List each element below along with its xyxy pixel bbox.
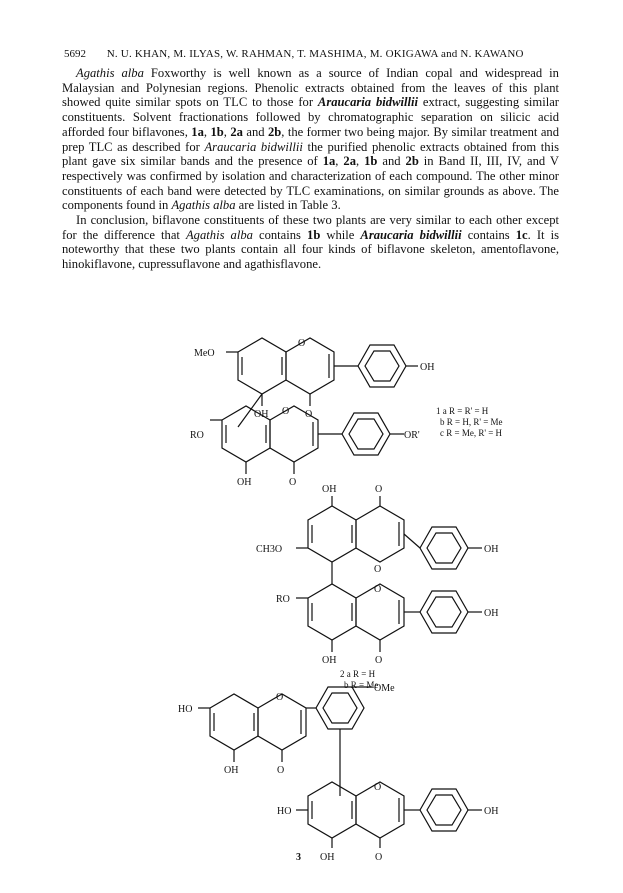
- hydroxyl-label: OH: [254, 409, 269, 420]
- hydroxyl-label: HO: [178, 704, 193, 715]
- species-name: Araucaria bidwillii: [204, 139, 303, 154]
- compound-number: 3: [296, 852, 301, 863]
- text-run: Foxworthy is well known as a source of Indian copal and widespread in Malaysian and Polynesian regions. Phenolic extracts obtained from the leaves of this plant showed quite similar spots on TLC to those for: [62, 66, 559, 110]
- compound-ref: 2a: [343, 154, 356, 169]
- hydroxyl-label: OH: [484, 608, 499, 619]
- carbonyl-label: O: [305, 409, 313, 420]
- structure-1-labels: [190, 338, 503, 488]
- ring-oxygen-label: O: [374, 782, 382, 793]
- carbonyl-label: O: [375, 484, 383, 495]
- text-run: contains: [461, 227, 516, 242]
- author-line: N. U. KHAN, M. ILYAS, W. RAHMAN, T. MASHIMA, M. OKIGAWA and N. KAWANO: [106, 48, 524, 60]
- carbonyl-label: O: [277, 765, 285, 776]
- structure-3-labels: [178, 683, 498, 863]
- structure-legend: 1 a R = R' = H: [436, 406, 489, 416]
- structure-legend: 2 a R = H: [340, 669, 376, 679]
- compound-ref: 1a: [191, 124, 204, 139]
- methoxy-label: OMe: [374, 683, 395, 694]
- text-run: in Band II, III, IV, and V respectively was confirmed by isolation and characterization of each compound. The other minor constituents of each band were detected by TLC examinations, on similar grounds as above. The components found in: [62, 154, 560, 213]
- compound-ref: 2b: [405, 154, 419, 169]
- hydroxyl-label: OH: [320, 852, 335, 863]
- structure-3: [198, 687, 482, 848]
- hydroxyl-label: OH: [322, 484, 337, 495]
- species-name: Agathis alba: [171, 198, 236, 213]
- structure-legend: b R = Me: [344, 680, 379, 690]
- structure-1: [210, 338, 418, 474]
- alkoxy-label: RO: [190, 430, 204, 441]
- structure-2-labels: [256, 484, 498, 690]
- compound-ref: 2b: [267, 124, 282, 139]
- text-run: . It is noteworthy that these two plants contain all four kinds of biflavone skeleton, amentoflavone, hinokiflavone, cupressuflavone and agathisflavone.: [62, 227, 559, 272]
- structure-legend: b R = H, R' = Me: [440, 417, 503, 427]
- hydroxyl-label: OH: [420, 362, 435, 373]
- ring-oxygen-label: O: [374, 564, 382, 575]
- compound-ref: 1c: [515, 227, 528, 242]
- hydroxyl-label: OH: [484, 806, 499, 817]
- text-run: contains: [252, 227, 308, 242]
- hydroxyl-label: HO: [277, 806, 292, 817]
- hydroxyl-label: OH: [237, 477, 252, 488]
- compound-ref: 1a: [322, 154, 336, 169]
- species-name: Araucaria bidwillii: [317, 95, 419, 110]
- text-run: In conclusion, biflavone constituents of these two plants are very similar to each other except for the difference that: [62, 213, 559, 242]
- methoxy-label: CH3O: [256, 544, 283, 555]
- ring-oxygen-label: O: [374, 584, 382, 595]
- carbonyl-label: O: [375, 852, 383, 863]
- compound-ref: 1b: [307, 227, 321, 242]
- alkoxy-label: RO: [276, 594, 290, 605]
- ring-oxygen-label: O: [282, 406, 290, 417]
- carbonyl-label: O: [289, 477, 297, 488]
- hydroxyl-label: OH: [322, 655, 337, 666]
- page-number: 5692: [64, 48, 86, 60]
- text-run: extract, suggesting similar constituents. Solvent fractionations followed by chromatographic separation on silicic acid afforded four biflavones,: [62, 95, 559, 139]
- ring-oxygen-label: O: [276, 692, 284, 703]
- alkoxy-label: OR': [404, 430, 420, 441]
- text-run: are listed in Table 3.: [235, 198, 341, 213]
- species-name: Agathis alba: [185, 227, 253, 242]
- hydroxyl-label: OH: [224, 765, 239, 776]
- compound-ref: 1b: [210, 124, 224, 139]
- text-run: , the former two being major. By similar treatment and prep TLC as described for: [62, 124, 560, 154]
- compound-ref: 2a: [230, 124, 243, 139]
- carbonyl-label: O: [375, 655, 383, 666]
- paragraph-1: Agathis alba Foxworthy is well known as a source of Indian copal and widespread in Malaysian and Polynesian regions. Phenolic extracts obtained from the leaves of this plant showed quite similar spots on TLC to those for Araucaria bidwillii extract, suggesting similar constituents. Solvent fractionations followed by chromatographic separation on silicic acid afforded four biflavones, 1a, 1b, 2a and 2b, the former two being major. By similar treatment and prep TLC as described for Araucaria bidwillii the purified phenolic extracts obtained from this plant gave six similar bands and the presence of 1a, 2a, 1b and 2b in Band II, III, IV, and V respectively was confirmed by isolation and characterization of each compound. The other minor constituents of each band were detected by TLC examinations, on similar grounds as above. The components found in Agathis alba are listed in Table 3.: [62, 66, 560, 213]
- structure-legend: c R = Me, R' = H: [440, 428, 503, 438]
- compound-ref: 1b: [364, 154, 378, 169]
- species-name: Araucaria bidwillii: [360, 227, 462, 242]
- hydroxyl-label: OH: [484, 544, 499, 555]
- ring-oxygen-label: O: [298, 338, 306, 349]
- text-run: while: [320, 227, 361, 242]
- methoxy-label: MeO: [194, 348, 215, 359]
- structure-2: [296, 496, 482, 652]
- species-name: Agathis alba: [76, 66, 144, 80]
- text-run: the purified phenolic extracts obtained from this plant gave six similar bands and the presence of: [62, 139, 560, 169]
